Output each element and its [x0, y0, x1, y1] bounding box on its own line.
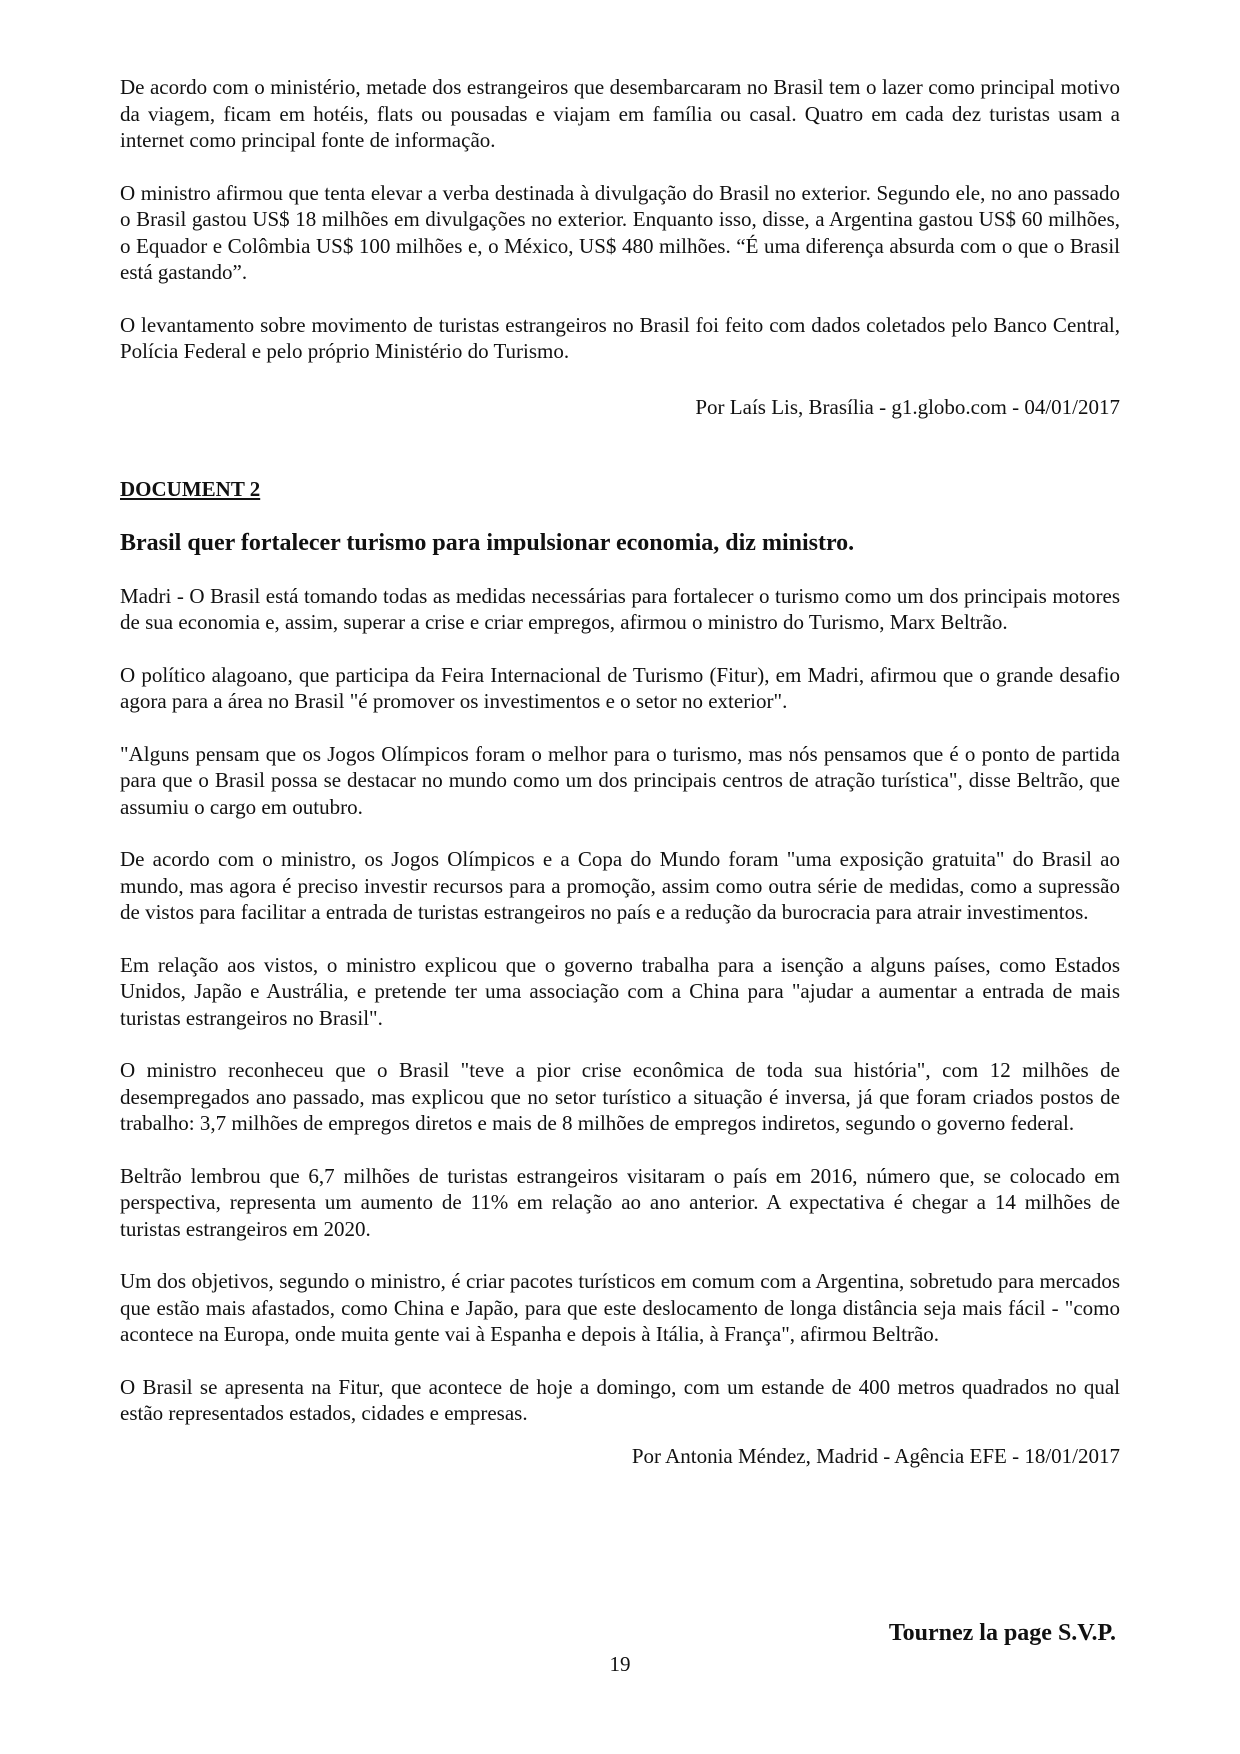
doc1-paragraph: De acordo com o ministério, metade dos estrangeiros que desembarcaram no Brasil tem o lazer como principal motivo da viagem, ficam em hotéis, flats ou pousadas e viajam em família ou casal. Quatro em cada dez turistas usam a internet como principal fonte de informação.	[120, 75, 1120, 152]
article-title: Brasil quer fortalecer turismo para impulsionar economia, diz ministro.	[120, 529, 855, 556]
doc2-paragraph: Beltrão lembrou que 6,7 milhões de turistas estrangeiros visitaram o país em 2016, número que, se colocado em perspectiva, representa um aumento de 11% em relação ao ano anterior. A expectativa é chegar a 14 milhões de turistas estrangeiros em 2020.	[120, 1163, 1120, 1241]
doc2-paragraph: De acordo com o ministro, os Jogos Olímpicos e a Copa do Mundo foram "uma exposição gratuita" do Brasil ao mundo, mas agora é preciso investir recursos para a promoção, assim como outra série de medidas, como a supressão de vistos para facilitar a entrada de turistas estrangeiros no país e a redução da burocracia para atrair investimentos.	[120, 847, 1120, 924]
document-1-continuation	[120, 74, 1120, 420]
doc2-paragraph: O ministro reconheceu que o Brasil "teve a pior crise econômica de toda sua história", com 12 milhões de desempregados ano passado, mas explicou que no setor turístico a situação é inversa, já que foram criados postos de trabalho: 3,7 milhões de empregos diretos e mais de 8 milhões de empregos indiretos, segundo o governo federal.	[120, 1058, 1120, 1135]
doc2-paragraph: "Alguns pensam que os Jogos Olímpicos foram o melhor para o turismo, mas nós pensamos que é o ponto de partida para que o Brasil possa se destacar no mundo como um dos principais centros de atração turística", disse Beltrão, que assumiu o cargo em outubro.	[120, 741, 1120, 819]
document-2	[120, 476, 1120, 1469]
doc1-byline: Por Laís Lis, Brasília - g1.globo.com - 04/01/2017	[695, 394, 1120, 419]
turn-page-note: Tournez la page S.V.P.	[888, 1620, 1116, 1646]
page-number: 19	[609, 1652, 631, 1676]
doc2-byline: Por Antonia Méndez, Madrid - Agência EFE - 18/01/2017	[631, 1443, 1120, 1468]
page-content	[120, 74, 1120, 1469]
document-2-heading: DOCUMENT 2	[120, 476, 261, 501]
doc1-paragraph: O levantamento sobre movimento de turistas estrangeiros no Brasil foi feito com dados coletados pelo Banco Central, Polícia Federal e pelo próprio Ministério do Turismo.	[120, 312, 1120, 363]
doc2-paragraph: Madri - O Brasil está tomando todas as medidas necessárias para fortalecer o turismo como um dos principais motores de sua economia e, assim, superar a crise e criar empregos, afirmou o ministro do Turismo, Marx Beltrão.	[120, 583, 1120, 634]
doc2-paragraph: Em relação aos vistos, o ministro explicou que o governo trabalha para a isenção a alguns países, como Estados Unidos, Japão e Austrália, e pretende ter uma associação com a China para "ajudar a aumentar a entrada de mais turistas estrangeiros no Brasil".	[120, 952, 1120, 1030]
doc2-paragraph: Um dos objetivos, segundo o ministro, é criar pacotes turísticos em comum com a Argentina, sobretudo para mercados que estão mais afastados, como China e Japão, para que este deslocamento de longa distância seja mais fácil - "como acontece na Europa, onde muita gente vai à Espanha e depois à Itália, à França", afirmou Beltrão.	[120, 1269, 1120, 1346]
doc2-paragraph: O político alagoano, que participa da Feira Internacional de Turismo (Fitur), em Madri, afirmou que o grande desafio agora para a área no Brasil "é promover os investimentos e o setor no exterior".	[120, 662, 1120, 713]
doc1-paragraph: O ministro afirmou que tenta elevar a verba destinada à divulgação do Brasil no exterior. Segundo ele, no ano passado o Brasil gastou US$ 18 milhões em divulgações no exterior. Enquanto isso, disse, a Argentina gastou US$ 60 milhões, o Equador e Colômbia US$ 100 milhões e, o México, US$ 480 milhões. “É uma diferença absurda com o que o Brasil está gastando”.	[120, 180, 1120, 284]
doc2-paragraph: O Brasil se apresenta na Fitur, que acontece de hoje a domingo, com um estande de 400 metros quadrados no qual estão representados estados, cidades e empresas.	[120, 1374, 1120, 1425]
